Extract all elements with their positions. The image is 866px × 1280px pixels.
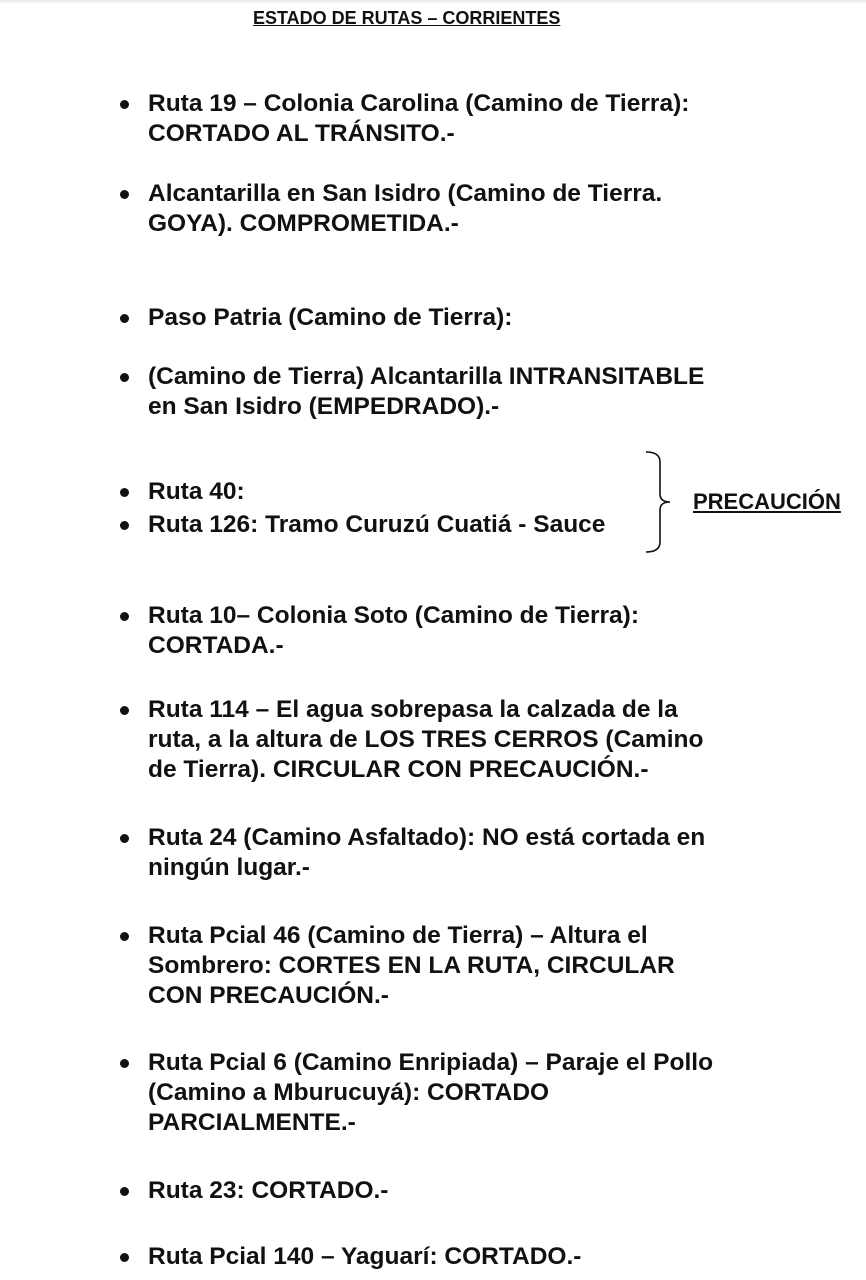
document-title: ESTADO DE RUTAS – CORRIENTES: [253, 8, 561, 28]
route-item-line: Ruta 19 – Colonia Carolina (Camino de Tierra):: [148, 90, 690, 117]
route-item-line: CORTADA.-: [148, 632, 284, 659]
route-item-line: (Camino de Tierra) Alcantarilla INTRANSITABLE: [148, 363, 705, 390]
route-item: [148, 362, 704, 422]
bullet-icon: [120, 314, 129, 323]
route-item: [148, 823, 705, 883]
bullet-icon: [120, 100, 129, 109]
route-item-line: en San Isidro (EMPEDRADO).-: [148, 393, 500, 420]
route-item-line: CON PRECAUCIÓN.-: [148, 982, 389, 1009]
bullet-icon: [120, 1187, 129, 1196]
bullet-icon: [120, 932, 129, 941]
bullet-icon: [120, 612, 129, 621]
route-item: [148, 1048, 713, 1138]
route-item: [148, 477, 245, 507]
route-item-line: ruta, a la altura de LOS TRES CERROS (Camino: [148, 726, 704, 753]
route-item: [148, 510, 605, 540]
precaution-label: PRECAUCIÓN: [693, 489, 841, 514]
route-item-line: Ruta 10– Colonia Soto (Camino de Tierra):: [148, 602, 639, 629]
route-item-line: Ruta Pcial 46 (Camino de Tierra) – Altura el: [148, 922, 648, 949]
route-item: [148, 695, 703, 785]
route-item-line: PARCIALMENTE.-: [148, 1109, 356, 1136]
route-item-line: Ruta 40:: [148, 478, 245, 505]
route-item-line: ningún lugar.-: [148, 854, 310, 881]
route-item-line: Paso Patria (Camino de Tierra):: [148, 304, 513, 331]
brace-icon: [642, 450, 672, 554]
route-item-line: Ruta 114 – El agua sobrepasa la calzada de la: [148, 696, 678, 723]
route-item-line: Alcantarilla en San Isidro (Camino de Tierra.: [148, 180, 663, 207]
route-item: [148, 1176, 388, 1206]
route-item-line: Sombrero: CORTES EN LA RUTA, CIRCULAR: [148, 952, 675, 979]
route-item: [148, 601, 639, 661]
route-item: [148, 89, 689, 149]
route-item-line: Ruta 126: Tramo Curuzú Cuatiá - Sauce: [148, 511, 606, 538]
bullet-icon: [120, 190, 129, 199]
route-item-line: de Tierra). CIRCULAR CON PRECAUCIÓN.-: [148, 756, 649, 783]
bullet-icon: [120, 1253, 129, 1262]
bullet-icon: [120, 706, 129, 715]
route-item-line: Ruta 24 (Camino Asfaltado): NO está cortada en: [148, 824, 706, 851]
route-item: [148, 303, 512, 333]
bullet-icon: [120, 488, 129, 497]
route-item: [148, 1242, 581, 1272]
route-item-line: Ruta Pcial 6 (Camino Enripiada) – Paraje el Pollo: [148, 1049, 714, 1076]
route-item-line: Ruta 23: CORTADO.-: [148, 1177, 389, 1204]
route-item-line: CORTADO AL TRÁNSITO.-: [148, 120, 455, 147]
bullet-icon: [120, 834, 129, 843]
route-item-line: GOYA). COMPROMETIDA.-: [148, 210, 459, 237]
route-item-line: Ruta Pcial 140 – Yaguarí: CORTADO.-: [148, 1243, 582, 1270]
bullet-icon: [120, 373, 129, 382]
top-shade: [0, 0, 866, 4]
bullet-icon: [120, 1059, 129, 1068]
route-item: [148, 921, 675, 1011]
route-item: [148, 179, 662, 239]
bullet-icon: [120, 521, 129, 530]
route-item-line: (Camino a Mburucuyá): CORTADO: [148, 1079, 550, 1106]
